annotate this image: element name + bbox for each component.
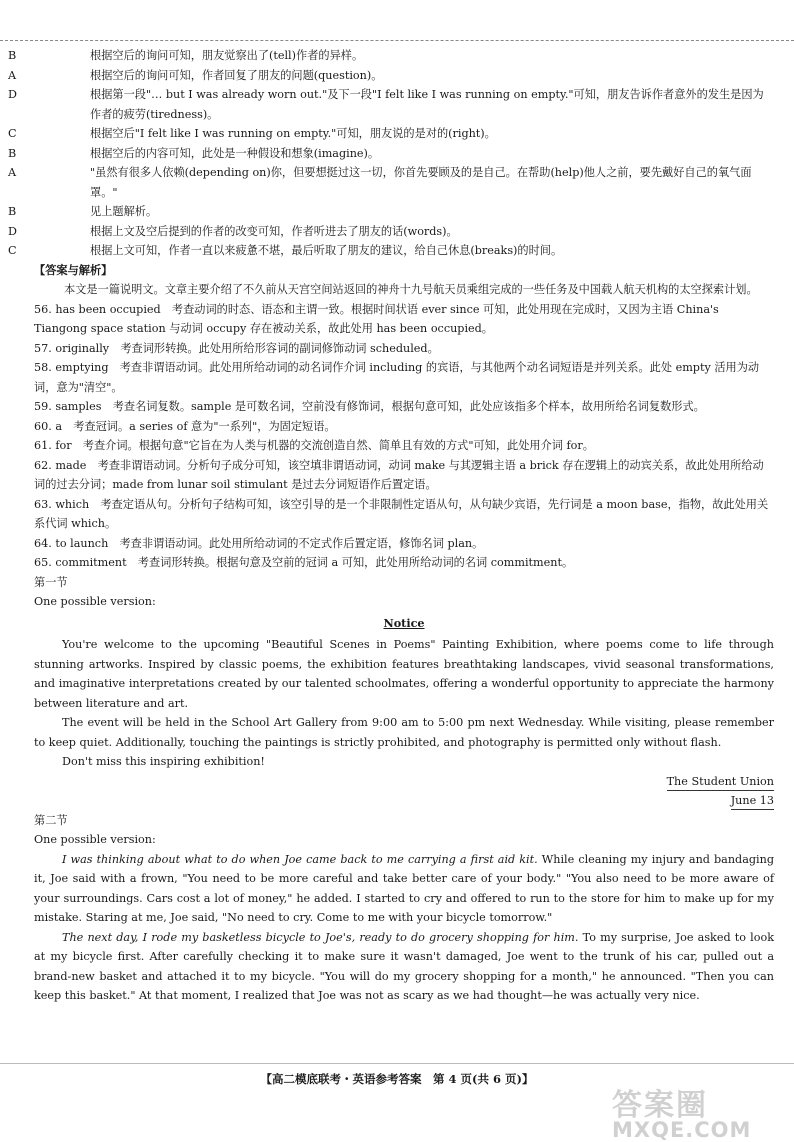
part2-heading: 第二节: [34, 813, 68, 827]
answer-row: [8, 144, 774, 164]
answer-row: [34, 397, 774, 417]
answer-letter: C: [8, 127, 17, 140]
section-answer-heading: 【答案与解析】: [34, 262, 113, 277]
question-number: [34, 144, 64, 164]
answer-word: emptying: [55, 361, 109, 374]
answer-explanation: 根据上文及空后提到的作者的改变可知，作者听进去了朋友的话(words)。: [90, 224, 458, 238]
story-paragraph: [34, 850, 774, 928]
question-number: 64.: [34, 536, 52, 550]
signature-block: [34, 772, 774, 792]
answer-row: [34, 436, 774, 456]
question-number: [34, 46, 64, 66]
question-number: 61.: [34, 439, 52, 452]
date: June 13: [731, 792, 774, 810]
story-paragraph: [34, 928, 774, 1006]
answer-word: samples: [55, 400, 102, 413]
answer-row: [8, 202, 774, 222]
question-number: 63.: [34, 497, 52, 511]
answer-letter: B: [8, 205, 17, 218]
question-number: 59.: [34, 400, 52, 413]
question-number: 57.: [34, 341, 52, 355]
answer-explanation: 考查词形转换。此处用所给形容词的副词修饰动词 scheduled。: [120, 341, 439, 355]
question-number: [34, 85, 64, 105]
passage-intro: 本文是一篇说明文。文章主要介绍了不久前从天宫空间站返回的神舟十九号航天员乘组完成的一些任务及中国载人航天机构的太空探索计划。: [64, 283, 758, 296]
story-body: While cleaning my injury and bandaging it, Joe said with a frown, "You need to be more careful and take better care of your body." "You also need to be more aware of your surroundings. Cars cost a lot of money," he added. I started to cry and offered to run to the store for him to make up for my mistake. Staring at me, Joe said, "No need to cry. Come to me with your bicycle tomorrow.": [34, 852, 774, 924]
notice-title: Notice: [383, 615, 425, 630]
story-opening: The next day, I rode my basketless bicycle to Joe's, ready to do grocery shopping for him.: [62, 930, 579, 944]
answer-word: to launch: [55, 536, 109, 550]
answer-explanation: 根据空后的询问可知，作者回复了朋友的问题(question)。: [90, 68, 383, 82]
notice-paragraph: The event will be held in the School Art Gallery from 9:00 am to 5:00 pm next Wednesday. While visiting, please remember to keep quiet. Additionally, touching the paintings is strictly prohibited, and photography is permitted only without flash.: [34, 716, 774, 749]
question-number: 58.: [34, 361, 52, 374]
notice-paragraph: Don't miss this inspiring exhibition!: [62, 755, 265, 768]
question-number: [34, 66, 64, 86]
answer-row: [8, 241, 774, 261]
page-footer: 【高二模底联考・英语参考答案 第 4 页(共 6 页)】: [260, 1072, 534, 1086]
answer-explanation: 考查定语从句。分析句子结构可知，该空引导的是一个非限制性定语从句，从句缺少宾语，先行词是 a moon base，指物，故此处用关系代词 which。: [34, 497, 769, 530]
answer-row: [34, 534, 774, 554]
answer-word: for: [55, 439, 72, 452]
question-number: 62.: [34, 458, 52, 472]
answer-explanation: 根据空后的询问可知，朋友觉察出了(tell)作者的异样。: [90, 49, 364, 62]
answer-letter: C: [8, 244, 17, 257]
answer-explanation: 考查动词的时态、语态和主谓一致。根据时间状语 ever since 可知，此处用现在完成时，又因为主语 China's Tiangong space station 与动词 occupy 存在被动关系，故此处用 has been occupied。: [34, 302, 719, 335]
question-number: [34, 163, 64, 183]
answer-explanation: 根据空后"I felt like I was running on empty."可知，朋友说的是对的(right)。: [90, 127, 496, 140]
answer-row: [8, 85, 774, 124]
grammar-answers: [34, 300, 774, 573]
watermark-logo: [612, 1080, 751, 1142]
question-number: [34, 124, 64, 144]
answer-row: [8, 66, 774, 86]
answer-row: [34, 456, 774, 495]
answer-row: [8, 222, 774, 242]
answer-explanation: 根据第一段"… but I was already worn out."及下一段"I felt like I was running on empty."可知，朋友告诉作者意外的发生是因为作者的疲劳(tiredness)。: [90, 88, 764, 121]
answer-page: [8, 46, 774, 1006]
question-number: 60.: [34, 419, 52, 433]
answer-row: [34, 300, 774, 339]
question-number: [34, 202, 64, 222]
answer-word: commitment: [55, 556, 127, 569]
answer-explanation: 考查冠词。a series of 意为"一系列"，为固定短语。: [73, 419, 336, 433]
story-opening: I was thinking about what to do when Joe came back to me carrying a first aid kit.: [62, 852, 538, 866]
part1-heading: 第一节: [34, 575, 68, 589]
answer-letter: D: [8, 224, 17, 238]
answer-explanation: 考查词形转换。根据句意及空前的冠词 a 可知，此处用所给动词的名词 commitment。: [137, 556, 574, 569]
answer-row: [34, 553, 774, 573]
answer-word: originally: [55, 341, 110, 355]
answer-word: made: [55, 458, 87, 472]
cloze-answers: [8, 46, 774, 261]
answer-word: has been occupied: [55, 302, 161, 316]
watermark-text: 答案圈: [612, 1088, 708, 1123]
answer-explanation: 考查非谓语动词。分析句子成分可知，该空填非谓语动词，动词 make 与其逻辑主语 a brick 存在逻辑上的动宾关系，故此处用所给动词的过去分词；made from lunar soil stimulant 是过去分词短语作后置定语。: [34, 458, 764, 491]
answer-explanation: 根据上文可知，作者一直以来疲惫不堪，最后听取了朋友的建议，给自己休息(breaks)的时间。: [90, 244, 563, 257]
answer-explanation: 考查非谓语动词。此处用所给动词的动名词作介词 including 的宾语，与其他两个动名词短语是并列关系。此处 empty 活用为动词，意为"清空"。: [34, 361, 760, 394]
answer-letter: D: [8, 88, 17, 101]
answer-row: [34, 495, 774, 534]
answer-row: [8, 124, 774, 144]
answer-row: [34, 358, 774, 397]
answer-row: [34, 417, 774, 437]
signature: The Student Union: [667, 773, 774, 791]
question-number: [34, 222, 64, 242]
answer-letter: A: [8, 166, 17, 179]
footer-divider: [0, 1063, 794, 1064]
question-number: 65.: [34, 556, 52, 569]
date-block: [34, 791, 774, 811]
question-number: 56.: [34, 302, 52, 316]
part1-version: One possible version:: [34, 595, 156, 608]
answer-word: which: [55, 497, 90, 511]
answer-row: [8, 163, 774, 202]
answer-explanation: 根据空后的内容可知，此处是一种假设和想象(imagine)。: [90, 146, 380, 160]
answer-explanation: 考查名词复数。sample 是可数名词，空前没有修饰词，根据句意可知，此处应该指多个样本，故用所给名词复数形式。: [112, 400, 705, 413]
answer-explanation: 考查非谓语动词。此处用所给动词的不定式作后置定语，修饰名词 plan。: [119, 536, 484, 550]
watermark-url: MXQE.COM: [612, 1118, 752, 1142]
answer-explanation: "虽然有很多人依赖(depending on)你，但要想挺过这一切，你首先要顾及的是自己。在帮助(help)他人之前，要先戴好自己的氧气面罩。": [90, 166, 752, 199]
answer-letter: B: [8, 146, 17, 160]
answer-word: a: [55, 419, 63, 433]
answer-explanation: 考查介词。根据句意"它旨在为人类与机器的交流创造自然、简单且有效的方式"可知，此处用介词 for。: [82, 439, 594, 452]
answer-row: [8, 46, 774, 66]
notice-paragraph: You're welcome to the upcoming "Beautiful Scenes in Poems" Painting Exhibition, where poems come to life through stunning artworks. Inspired by classic poems, the exhibition features breathtaking landscapes, vivid seasonal transformations, and imaginative interpretations created by our talented schoolmates, offering a wonderful opportunity to appreciate the harmony between literature and art.: [34, 638, 774, 710]
answer-letter: B: [8, 49, 17, 62]
answer-letter: A: [8, 68, 17, 82]
answer-row: [34, 339, 774, 359]
question-number: [34, 241, 64, 261]
top-divider: [0, 40, 794, 41]
part2-version: One possible version:: [34, 833, 156, 846]
story-body: To my surprise, Joe asked to look at my bicycle first. After carefully checking it to make sure it wasn't damaged, Joe went to the trunk of his car, pulled out a brand-new basket and attached it to my bicycle. "You will do my grocery shopping for a month," he announced. "Then you can keep this basket." At that moment, I realized that Joe was not as scary as we had thought—he was actually very nice.: [34, 930, 774, 1002]
answer-explanation: 见上题解析。: [90, 205, 158, 218]
